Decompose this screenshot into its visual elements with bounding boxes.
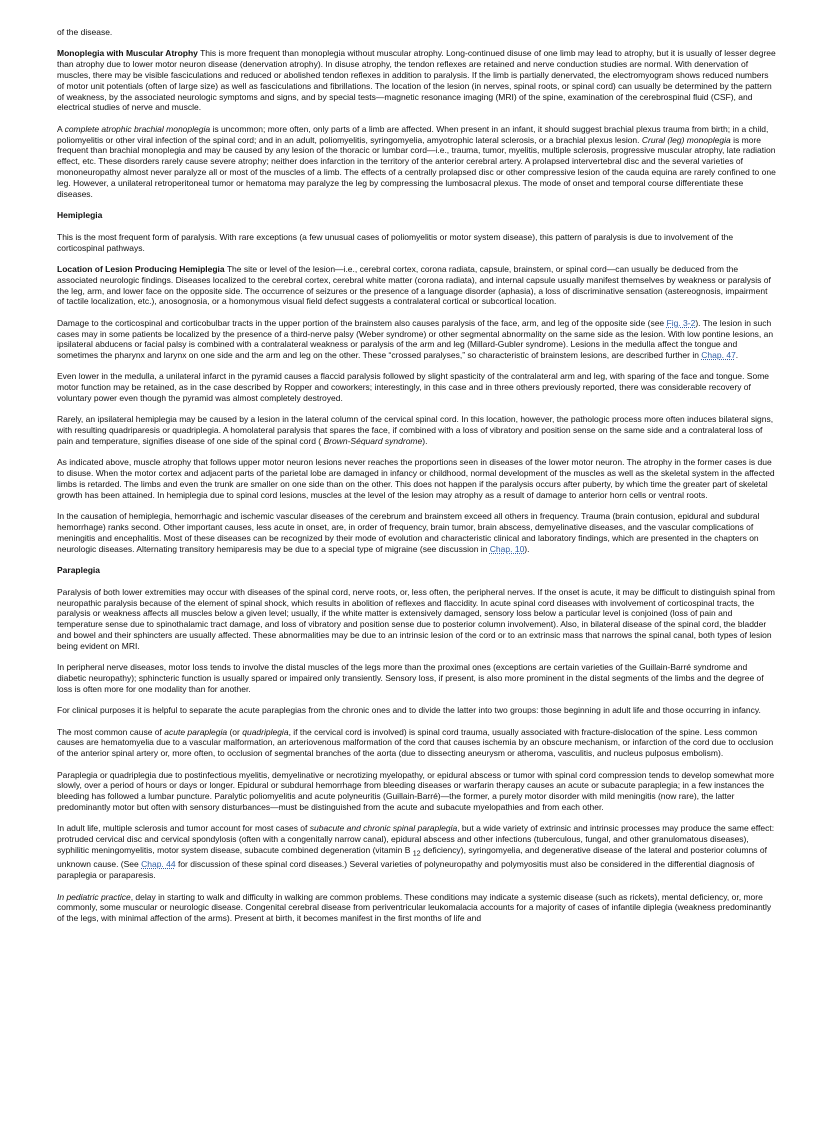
emphasis-term: subacute and chronic spinal paraplegia [309,823,458,834]
link-chap-10[interactable]: Chap. 10 [489,543,525,554]
paragraph-continuation: of the disease. [57,27,113,37]
paragraph-acute-paraplegia: The most common cause of acute paraplegia (or quadriplegia, if the cervical cord is involved) is spinal cord trauma, usually associated with fracture-dislocation of the spine. Less common causes are hematomyelia due to a vascular malformation, an arteriovenous malformation of the cord that causes ischemia by an obscure mechanism, or infarction of the cord due to occlusion of the anterior spinal artery or, more often, to occlusion of segmental branches of the aorta (due to dissecting aneurysm or atheroma, vasculitis, and nucleus pulposus embolism). [57,726,774,759]
paragraph-paraplegia-intro: Paralysis of both lower extremities may occur with diseases of the spinal cord, nerve roots, or, less often, the peripheral nerves. If the onset is acute, it may be difficult to distinguish spinal from neuropathic paralysis because of the element of spinal shock, which results in abolition of reflexes and flaccidity. In acute spinal cord diseases with involvement of corticospinal tracts, the paralysis or weakness affects all muscles below a given level; usually, if the white matter is extensively damaged, sensory loss below a particular level is conjoined (loss of pain and temperature sense due to spinothalamic tract damage, and loss of vibratory and position sense due to posterior column involvement). Also, in bilateral disease of the spinal cord, the bladder and bowel and their sphincters are usually affected. These abnormalities may be due to an intrinsic lesion of the cord or to an extrinsic mass that narrows the spinal canal, both types of lesion being evident on MRI. [57,586,775,651]
emphasis-term: Brown-Séquard syndrome [323,436,423,447]
paragraph-peripheral-nerve: In peripheral nerve diseases, motor loss tends to involve the distal muscles of the legs more than the proximal ones (exceptions are certain varieties of the Guillain-Barré syndrome and diabetic neuropathy); sphincteric function is usually spared or impaired only transiently. Sensory loss, if present, is also more prominent in the distal segments of the limbs and the degree of loss is often more for one modality than for another. [57,662,764,694]
paragraph-adult-chronic: In adult life, multiple sclerosis and tumor account for most cases of subacute and chronic spinal paraplegia, but a wide variety of extrinsic and intrinsic processes may produce the same effect: protruded cervical disc and cervical spondylosis (often with a congenitally narrow canal), epidural abscess and other infections (tuberculous, fungal, and other granulomatous diseases), syphilitic meningomyelitis, motor system disease, subacute combined degeneration (vitamin B $_{12}$ deficiency), syringomyelia, and degenerative disease of the lateral and posterior columns of unknown cause. (See Chap. 44 for discussion of these spinal cord diseases.) Several varieties of polyneuropathy and polymyositis must also be considered in the differential diagnosis of paraplegia or paraparesis. [57,823,775,881]
paragraph-brachial-monoplegia: A complete atrophic brachial monoplegia is uncommon; more often, only parts of a limb are affected. When present in an infant, it should suggest brachial plexus trauma from birth; in a child, poliomyelitis or other viral infection of the spinal cord; and in an adult, poliomyelitis, syringomyelia, amyotrophic lateral sclerosis, or a brachial plexus lesion. Crural (leg) monoplegia is more frequent than brachial monoplegia and may be caused by any lesion of the thoracic or lumbar cord—i.e., trauma, tumor, myelitis, multiple sclerosis, progressive muscular atrophy, late radiation effect, etc. These disorders rarely cause severe atrophy; neither does infarction in the territory of the anterior cerebral artery. A prolapsed intervertebral disc and the several varieties of mononeuropathy almost never paralyze all or most of the muscles of a limb. The effects of a centrally prolapsed disc or other compressive lesion of the cauda equina are rarely confined to one leg. However, a unilateral retroperitoneal tumor or hematoma may paralyze the leg by compressing the lumbosacral plexus. The mode of onset and temporal course differentiate these diseases. [57,123,776,199]
run-in-heading: Monoplegia with Muscular Atrophy [57,48,198,59]
paragraph-pediatric: In pediatric practice, delay in starting to walk and difficulty in walking are common problems. These conditions may indicate a systemic disease (such as rickets), mental deficiency, or, more commonly, some muscular or neurologic disease. Congenital cerebral disease from periventricular leukomalacia accounts for a majority of cases of infantile diplegia (weakness predominantly of the legs, with minimal affection of the arms). Present at birth, it becomes manifest in the first months of life and [57,891,772,924]
paragraph-hemiplegia-causes: In the causation of hemiplegia, hemorrhagic and ischemic vascular diseases of the cerebrum and brainstem exceed all others in frequency. Trauma (brain contusion, epidural and subdural hemorrhage) ranks second. Other important causes, less acute in onset, are, in order of frequency, brain tumor, brain abscess, demyelinative diseases, and the vascular complications of meningitis and encephalitis. Most of these diseases can be recognized by their mode of evolution and characteristic clinical and laboratory findings, which are presented in the chapters on neurologic diseases. Alternating transitory hemiparesis may be due to a special type of migraine (see discussion in Chap. 10). [57,511,760,554]
paragraph-hemiplegia-intro: This is the most frequent form of paralysis. With rare exceptions (a few unusual cases of poliomyelitis or motor system disease), this pattern of paralysis is due to involvement of the corticospinal pathways. [57,231,734,253]
paragraph-brainstem-damage: Damage to the corticospinal and corticobulbar tracts in the upper portion of the brainstem also causes paralysis of the face, arm, and leg of the opposite side (see Fig. 3-2). The lesion in such cases may in some patients be localized by the presence of a third-nerve palsy (Weber syndrome) or other segmental abnormality on the same side as the lesion. With low pontine lesions, an ipsilateral abducens or facial palsy is combined with a contralateral weakness or paralysis of the arm and leg (Millard-Gubler syndrome). Lesions in the medulla affect the tongue and sometimes the pharynx and larynx on one side and the arm and leg on the other. These “crossed paralyses,” so characteristic of brainstem lesions, are described further in Chap. 47. [57,317,774,361]
subscript: 12 [412,849,421,858]
paragraph-lesion-location: Location of Lesion Producing Hemiplegia The site or level of the lesion—i.e., cerebral cortex, corona radiata, capsule, brainstem, or spinal cord—can usually be deduced from the associated neurologic findings. Diseases localized to the cerebral cortex, cerebral white matter (corona radiata), and internal capsule usually manifest themselves by weakness or paralysis of the leg, arm, and lower face on the opposite side. The occurrence of seizures or the presence of a language disorder (aphasia), a loss of discriminative sensation (astereognosis, impairment of tactile localization, etc.), anosognosia, or a homonymous visual field defect suggests a contralateral cortical or subcortical location. [57,263,771,307]
paragraph-postinfectious: Paraplegia or quadriplegia due to postinfectious myelitis, demyelinative or necrotizing myelopathy, or epidural abscess or tumor with spinal cord compression tends to develop somewhat more slowly, over a period of hours or days or longer. Epidural or subdural hemorrhage from bleeding diseases or warfarin therapy causes an acute or subacute paraplegia; in a few instances the bleeding has followed a lumbar puncture. Paralytic poliomyelitis and acute polyneuritis (Guillain-Barré)—the former, a purely motor disorder with mild meningitis (now rare), the latter predominantly motor but often with sensory disturbances—must be distinguished from the acute and subacute myelopathies and from each other. [57,769,775,812]
emphasis-term: Crural (leg) monoplegia [641,134,731,145]
emphasis-term: In pediatric practice [57,891,131,902]
emphasis-term: complete atrophic brachial monoplegia [64,123,211,134]
section-heading-hemiplegia: Hemiplegia [57,209,103,220]
link-chap-47[interactable]: Chap. 47 [701,350,736,361]
run-in-heading: Location of Lesion Producing Hemiplegia [57,263,225,274]
paragraph-clinical-purposes: For clinical purposes it is helpful to separate the acute paraplegias from the chronic ones and to divide the latter into two groups: those beginning in adult life and those occurring in infancy. [57,705,761,716]
section-heading-paraplegia: Paraplegia [57,565,100,576]
emphasis-term: acute paraplegia [164,726,228,737]
paragraph-ipsilateral-hemiplegia: Rarely, an ipsilateral hemiplegia may be caused by a lesion in the lateral column of the cervical spinal cord. In this location, however, the pathologic process more often induces bilateral signs, with resulting quadriparesis or quadriplegia. A homolateral paralysis that spares the face, if combined with a loss of vibratory and position sense on the same side and a contralateral loss of pain and temperature, signifies disease of one side of the spinal cord ( Brown-Séquard syndrome). [57,414,774,447]
paragraph-muscle-atrophy: As indicated above, muscle atrophy that follows upper motor neuron lesions never reaches the proportions seen in diseases of the lower motor neuron. The atrophy in the former cases is due to disuse. When the motor cortex and adjacent parts of the parietal lobe are damaged in infancy or childhood, normal development of the muscles as well as the skeletal system in the affected limbs is retarded. The limbs and even the trunk are smaller on one side than on the other. This does not happen if the paralysis occurs after puberty, by which time the greater part of skeletal growth has been attained. In hemiplegia due to spinal cord lesions, muscles at the level of the lesion may atrophy as a result of damage to anterior horn cells or ventral roots. [57,457,775,500]
paragraph-monoplegia-atrophy: Monoplegia with Muscular Atrophy This is more frequent than monoplegia without muscular atrophy. Long-continued disuse of one limb may lead to atrophy, but it is usually of lesser degree than atrophy due to lower motor neuron disease (denervation atrophy). In disuse atrophy, the tendon reflexes are retained and nerve conduction studies are normal. With denervation of muscles, there may be visible fasciculations and reduced or abolished tendon reflexes in addition to paralysis. If the limb is partially denervated, the electromyogram shows reduced numbers of motor unit potentials (often of large size) as well as fasciculations and fibrillations. The location of the lesion (in nerves, spinal roots, or spinal cord) can usually be determined by the pattern of weakness, by the associated neurologic symptoms and signs, and by special tests—magnetic resonance imaging (MRI) of the spine, examination of the cerebrospinal fluid (CSF), and electrical studies of nerve and muscle. [57,48,776,113]
emphasis-term: quadriplegia [242,726,289,737]
link-chap-44[interactable]: Chap. 44 [141,859,176,870]
paragraph-medulla-infarct: Even lower in the medulla, a unilateral infarct in the pyramid causes a flaccid paralysis followed by slight spasticity of the contralateral arm and leg, with sparing of the face and tongue. Some motor function may be retained, as in the case described by Ropper and coworkers; interestingly, in this case and in three others previously reported, there was considerable recovery of voluntary power even though the pyramid was almost completely destroyed. [57,371,770,404]
link-fig-3-2[interactable]: Fig. 3-2 [666,317,696,328]
